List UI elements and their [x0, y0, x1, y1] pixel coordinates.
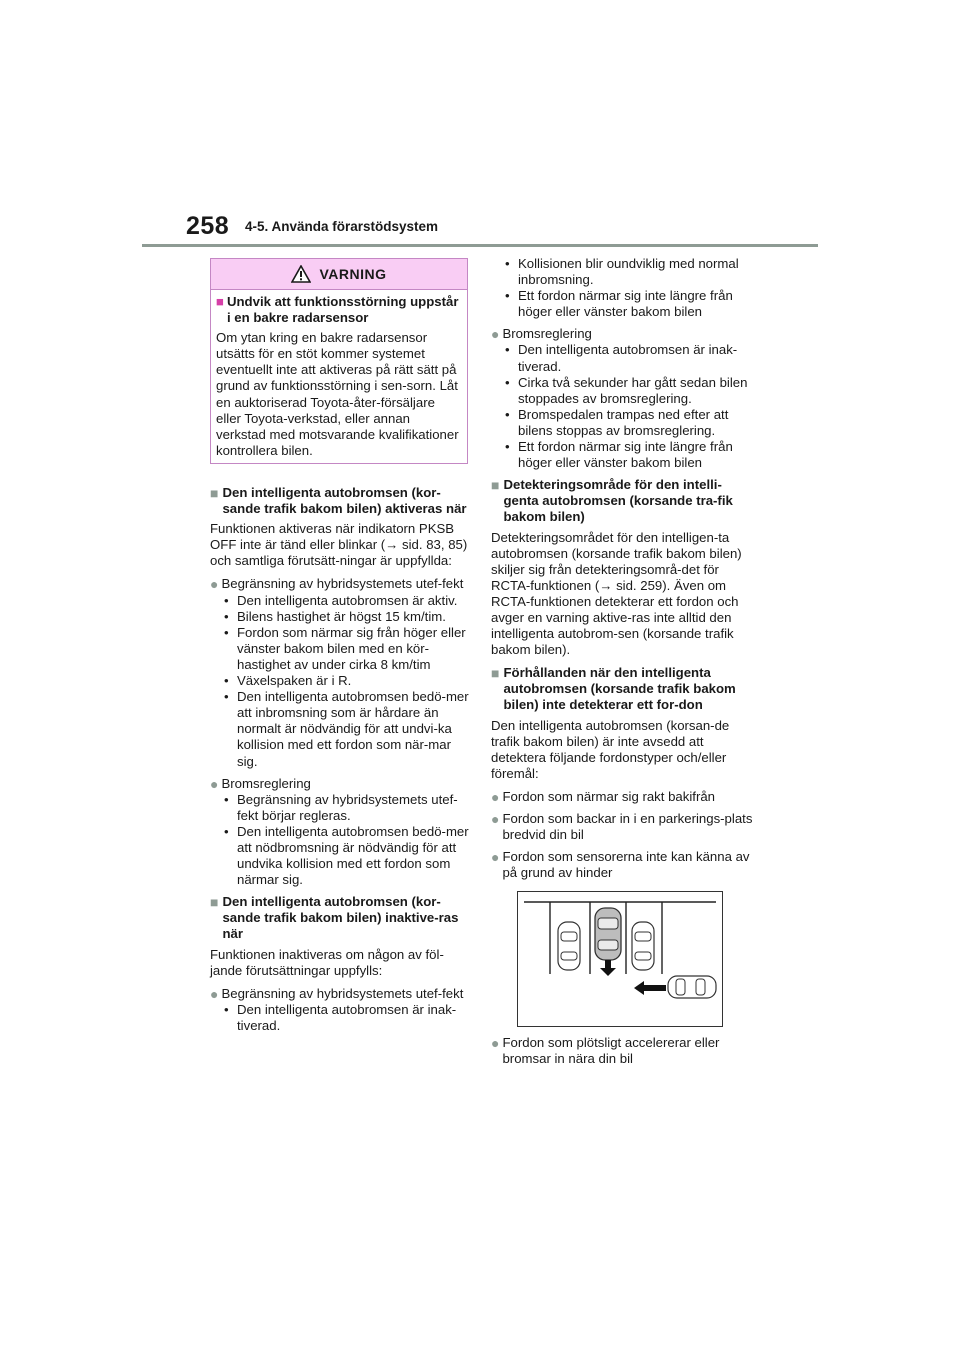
paragraph: Detekteringsområdet för den intelligen-ta autobromsen (korsande trafik bakom bilen) skiljer sig från detekteringsområ-det för RCTA-funktionen (→ sid. 259). Även om RCTA-funktionen detekterar ett fordon och avger en varning aktive-ras inte alltid den intelligenta autobrom-sen (korsande trafik bakom bilen).	[491, 529, 742, 658]
list-item: • Den intelligenta autobromsen är aktiv.	[224, 593, 470, 609]
warning-header	[211, 259, 467, 290]
car-parked-right-icon	[632, 922, 654, 970]
paragraph: Funktionen inaktiveras om någon av föl-jande förutsättningar uppfylls:	[210, 946, 444, 978]
header-rule	[142, 244, 818, 247]
list-item: • Den intelligenta autobromsen bedö-mer att inbromsning som är hårdare än normalt är nödvändig för att undvi-ka kollision med ett fordon som när-mar sig.	[224, 689, 470, 769]
list-item: • Fordon som närmar sig från höger eller vänster bakom bilen med en kör-hastighet av under cirka 8 km/tim	[224, 625, 470, 673]
dot-item: ● Begränsning av hybridsystemets utef-fekt	[210, 576, 464, 593]
approaching-car-icon	[668, 976, 716, 998]
section-heading-not-detected: ■ Förhållanden när den intelligenta autobromsen (korsande trafik bakom bilen) inte detekterar ett for-don	[491, 665, 736, 713]
section-heading-detection-area: ■ Detekteringsområde för den intelli-genta autobromsen (korsande tra-fik bakom bilen)	[491, 477, 733, 525]
dot-bullet-icon: ●	[210, 775, 219, 792]
dot-bullet-icon: ●	[210, 576, 219, 593]
dot-bullet-icon: ●	[491, 326, 500, 343]
page-number: 258	[186, 212, 230, 240]
list-item: • Cirka två sekunder har gått sedan bilen stoppades av bromsreglering.	[505, 375, 753, 407]
dot-item: ● Fordon som backar in i en parkerings-plats bredvid din bil	[491, 811, 753, 843]
dot-bullet-icon: ●	[491, 811, 500, 827]
left-column	[210, 485, 470, 1034]
warning-title: VARNING	[319, 266, 387, 282]
warning-text: Om ytan kring en bakre radarsensor utsätts för en stöt kommer systemet eventuellt inte att aktiveras på rätt sätt på grund av funktionsstörning i sen-sorn. Låt en auktoriserad Toyota-åter-försäljare eller Toyota-verkstad, eller annan verkstad med motsvarande kvalifikationer kontrollera bilen.	[216, 330, 459, 458]
dot-item: ● Fordon som plötsligt accelererar eller bromsar in nära din bil	[491, 1035, 720, 1067]
warning-box	[210, 258, 468, 464]
own-car-icon	[595, 908, 621, 960]
dot-bullet-icon: ●	[491, 1035, 500, 1052]
dot-bullet-icon: ●	[210, 985, 219, 1002]
paragraph: Funktionen aktiveras när indikatorn PKSB OFF inte är tänd eller blinkar (→ sid. 83, 85) och samtliga förutsätt-ningar är uppfyllda:	[210, 521, 468, 569]
list-item: • Ett fordon närmar sig inte längre från höger eller vänster bakom bilen	[505, 288, 753, 320]
square-bullet-icon: ■	[210, 894, 219, 911]
dot-item: ● Fordon som närmar sig rakt bakifrån	[491, 788, 716, 805]
bullet-list	[491, 342, 753, 471]
warning-subheading: ■ Undvik att funktionsstörning uppstår i en bakre radarsensor	[216, 294, 459, 326]
list-item: • Bromspedalen trampas ned efter att bilens stoppas av bromsreglering.	[505, 407, 753, 439]
bullet-list	[210, 792, 470, 889]
list-item: • Kollisionen blir oundviklig med normal inbromsning.	[505, 256, 753, 288]
square-bullet-icon: ■	[216, 294, 224, 309]
right-column	[491, 256, 753, 1068]
dot-item: ● Bromsreglering	[491, 326, 592, 343]
list-item: • Den intelligenta autobromsen är inak-tiverad.	[505, 342, 753, 374]
section-heading-deactivated: ■ Den intelligenta autobromsen (kor-sande trafik bakom bilen) inaktive-ras när	[210, 894, 459, 942]
parking-illustration	[517, 891, 723, 1027]
list-item: • Ett fordon närmar sig inte längre från höger eller vänster bakom bilen	[505, 439, 753, 471]
dot-bullet-icon: ●	[491, 849, 500, 866]
square-bullet-icon: ■	[210, 485, 219, 501]
dot-item: ● Begränsning av hybridsystemets utef-fekt	[210, 985, 464, 1002]
dot-bullet-icon: ●	[491, 788, 500, 805]
list-item: • Bilens hastighet är högst 15 km/tim.	[224, 609, 470, 625]
paragraph: Den intelligenta autobromsen (korsan-de trafik bakom bilen) är inte avsedd att detektera följande fordonstyper och/eller föremål:	[491, 717, 730, 781]
square-bullet-icon: ■	[491, 665, 500, 682]
section-heading-activated: ■ Den intelligenta autobromsen (kor-sande trafik bakom bilen) aktiveras när	[210, 485, 467, 517]
dot-item: ● Bromsreglering	[210, 775, 311, 792]
square-bullet-icon: ■	[491, 477, 500, 494]
list-item: • Den intelligenta autobromsen är inak-tiverad.	[224, 1002, 470, 1034]
bullet-list	[491, 256, 753, 320]
list-item: • Begränsning av hybridsystemets utef-fekt börjar regleras.	[224, 792, 470, 824]
bullet-list	[210, 1002, 470, 1034]
list-item: • Växelspaken är i R.	[224, 673, 470, 689]
left-arrow-icon	[634, 981, 666, 995]
warning-triangle-icon	[291, 265, 311, 283]
down-arrow-icon	[600, 960, 616, 976]
car-parked-left-icon	[558, 922, 580, 970]
parking-lot-diagram	[518, 892, 722, 1026]
dot-item: ● Fordon som sensorerna inte kan känna av på grund av hinder	[491, 849, 750, 881]
chapter-title: 4-5. Använda förarstödsystem	[245, 219, 439, 234]
bullet-list	[210, 593, 470, 770]
list-item: • Den intelligenta autobromsen bedö-mer att nödbromsning är nödvändig för att undvika kollision med ett fordon som närmar sig.	[224, 824, 470, 888]
